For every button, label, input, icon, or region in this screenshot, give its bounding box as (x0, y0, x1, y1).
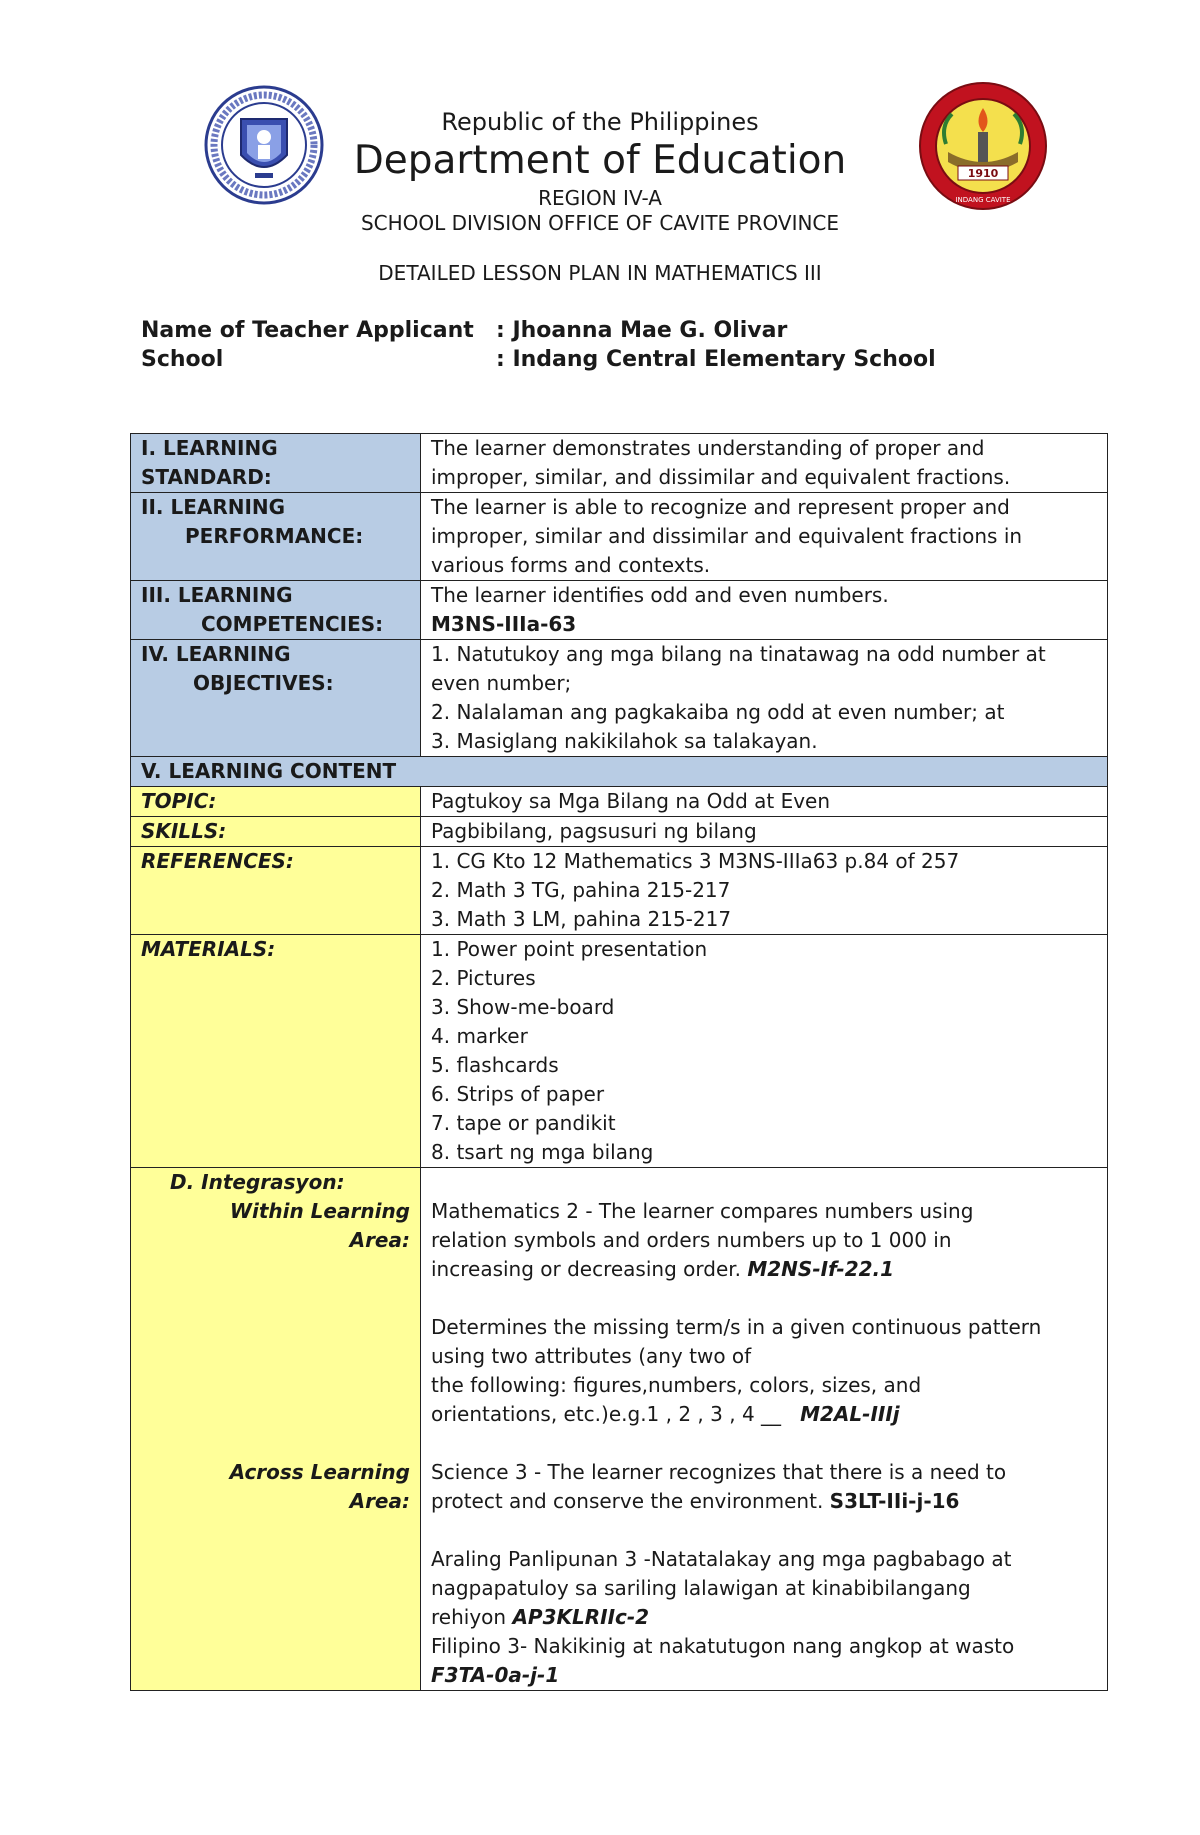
performance-label-line1: II. LEARNING (141, 495, 286, 519)
pattern-code: M2AL-IIIj (800, 1402, 900, 1426)
integration-text-line: rehiyon (431, 1605, 507, 1629)
school-label: School (141, 347, 224, 372)
table-row (131, 787, 1108, 817)
topic-label: TOPIC: (131, 787, 421, 817)
math-code: M2NS-If-22.1 (747, 1257, 895, 1281)
within-label-line2: Area: (349, 1228, 410, 1252)
standard-label-line1: I. LEARNING (141, 436, 278, 460)
list-item: 1. Power point presentation (431, 937, 708, 961)
standard-text-line: improper, similar, and dissimilar and equivalent fractions. (431, 465, 1011, 489)
standard-content-cell (421, 434, 1108, 493)
references-label: REFERENCES: (131, 847, 421, 935)
table-row (131, 640, 1108, 757)
performance-text-line: The learner is able to recognize and represent proper and (431, 495, 1010, 519)
teacher-label: Name of Teacher Applicant (141, 318, 474, 343)
across-label-line2: Area: (349, 1489, 410, 1513)
integration-text-line: Filipino 3- Nakikinig at nakatutugon nang angkop at wasto (431, 1634, 1015, 1658)
integration-text-line: Determines the missing term/s in a given continuous pattern (431, 1315, 1042, 1339)
integration-text-line: Araling Panlipunan 3 -Natatalakay ang mga pagbabago at (431, 1547, 1012, 1571)
integration-label-cell (131, 1168, 421, 1691)
list-item: 7. tape or pandikit (431, 1111, 616, 1135)
performance-label-line2: PERFORMANCE: (185, 524, 364, 548)
performance-label-cell (131, 493, 421, 581)
competencies-code: M3NS-IIIa-63 (431, 612, 577, 636)
integration-text-line: relation symbols and orders numbers up to 1 000 in (431, 1228, 952, 1252)
list-item: 1. CG Kto 12 Mathematics 3 M3NS-IIIa63 p.84 of 257 (431, 849, 960, 873)
objectives-label-line2: OBJECTIVES: (193, 671, 334, 695)
standard-label-line2: STANDARD: (141, 465, 272, 489)
objectives-content-cell (421, 640, 1108, 757)
list-item: 2. Math 3 TG, pahina 215-217 (431, 878, 731, 902)
table-row (131, 847, 1108, 935)
competencies-label-line2: COMPETENCIES: (201, 612, 384, 636)
table-row (131, 1168, 1108, 1691)
materials-label: MATERIALS: (131, 935, 421, 1168)
across-label-line1: Across Learning (229, 1460, 410, 1484)
skills-label: SKILLS: (131, 817, 421, 847)
objective-item: 1. Natutukoy ang mga bilang na tinatawag na odd number at (431, 642, 1046, 666)
school-seal-place: INDANG CAVITE (955, 196, 1011, 204)
filipino-code: F3TA-0a-j-1 (431, 1663, 560, 1687)
within-label-line1: Within Learning (229, 1199, 410, 1223)
topic-value: Pagtukoy sa Mga Bilang na Odd at Even (421, 787, 1108, 817)
table-row (131, 817, 1108, 847)
integration-text-line: orientations, etc.)e.g.1 , 2 , 3 , 4 __ (431, 1402, 782, 1426)
objectives-label-line1: IV. LEARNING (141, 642, 291, 666)
integration-text-line: the following: figures,numbers, colors, sizes, and (431, 1373, 922, 1397)
school-value: : Indang Central Elementary School (496, 347, 936, 372)
integration-text-line: using two attributes (any two of (431, 1344, 752, 1368)
integration-text-line: nagpapatuloy sa sariling lalawigan at kinabibilangang (431, 1576, 971, 1600)
list-item: 8. tsart ng mga bilang (431, 1140, 654, 1164)
region-heading: REGION IV-A (538, 186, 662, 210)
materials-list (421, 935, 1108, 1168)
competencies-text-line: The learner identifies odd and even numbers. (431, 583, 889, 607)
references-list (421, 847, 1108, 935)
list-item: 2. Pictures (431, 966, 536, 990)
table-row (131, 935, 1108, 1168)
performance-content-cell (421, 493, 1108, 581)
standard-label-cell (131, 434, 421, 493)
teacher-value: : Jhoanna Mae G. Olivar (496, 318, 788, 343)
ap-code: AP3KLRIIc-2 (512, 1605, 650, 1629)
republic-heading: Republic of the Philippines (441, 108, 759, 136)
list-item: 3. Show-me-board (431, 995, 615, 1019)
standard-text-line: The learner demonstrates understanding of proper and (431, 436, 985, 460)
integration-content-cell (421, 1168, 1108, 1691)
department-heading: Department of Education (353, 138, 847, 183)
integration-text-line: Science 3 - The learner recognizes that there is a need to (431, 1460, 1007, 1484)
school-seal-year: 1910 (967, 167, 999, 180)
integration-title: D. Integrasyon: (170, 1170, 345, 1194)
competencies-label-line1: III. LEARNING (141, 583, 293, 607)
table-row (131, 493, 1108, 581)
performance-text-line: various forms and contexts. (431, 553, 711, 577)
objective-item: even number; (431, 671, 572, 695)
integration-text-line: Mathematics 2 - The learner compares numbers using (431, 1199, 974, 1223)
integration-text-line: increasing or decreasing order. (431, 1257, 741, 1281)
objective-item: 3. Masiglang nakikilahok sa talakayan. (431, 729, 818, 753)
objectives-label-cell (131, 640, 421, 757)
skills-value: Pagbibilang, pagsusuri ng bilang (421, 817, 1108, 847)
competencies-label-cell (131, 581, 421, 640)
division-heading: SCHOOL DIVISION OFFICE OF CAVITE PROVINCE (360, 211, 840, 235)
table-row (131, 757, 1108, 787)
lesson-plan-table (130, 433, 1108, 1691)
integration-text-line: protect and conserve the environment. (431, 1489, 824, 1513)
objective-item: 2. Nalalaman ang pagkakaiba ng odd at even number; at (431, 700, 1005, 724)
table-row (131, 434, 1108, 493)
list-item: 6. Strips of paper (431, 1082, 605, 1106)
table-row (131, 581, 1108, 640)
list-item: 3. Math 3 LM, pahina 215-217 (431, 907, 732, 931)
competencies-content-cell (421, 581, 1108, 640)
lesson-plan-title: DETAILED LESSON PLAN IN MATHEMATICS III (378, 261, 822, 285)
performance-text-line: improper, similar and dissimilar and equivalent fractions in (431, 524, 1023, 548)
list-item: 5. flashcards (431, 1053, 559, 1077)
science-code: S3LT-IIi-j-16 (829, 1489, 960, 1513)
list-item: 4. marker (431, 1024, 528, 1048)
learning-content-header: V. LEARNING CONTENT (131, 757, 1108, 787)
